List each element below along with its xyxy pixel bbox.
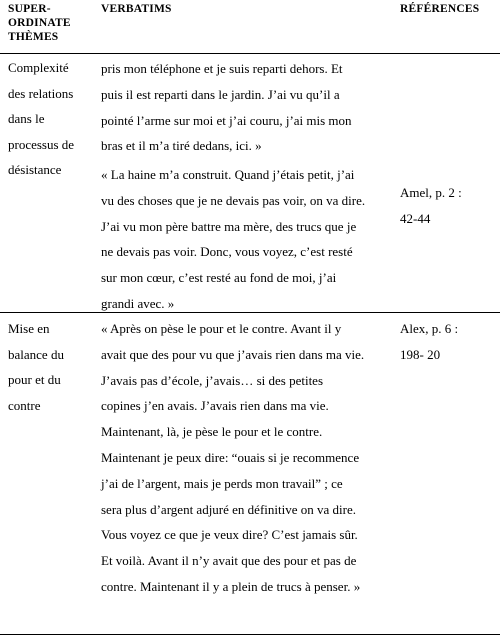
row-1-theme: Complexité des relations dans le processus de désistance bbox=[8, 60, 75, 177]
row-1-quote-1: pris mon téléphone et je suis reparti dehors. Et puis il est reparti dans le jardin. J’ai vu qu’il a pointé l’arme sur moi et j’ai couru, j’ai mis mon bras et il m’a tiré dedans, ici. » bbox=[101, 61, 352, 154]
bottom-rule bbox=[0, 634, 500, 635]
row-2-reference: Alex, p. 6 : 198- 20 bbox=[400, 321, 459, 362]
header-rule bbox=[0, 53, 500, 54]
row-rule bbox=[0, 312, 500, 313]
row-1-quote-2: « La haine m’a construit. Quand j’étais petit, j’ai vu des choses que je ne devais pas voir, on va dire. J’ai vu mon père battre ma mère, des trucs que je ne devais pas voir. Donc, vous voyez, c’est resté sur mon cœur, c’est resté au fond de moi, j’ai grandi avec. » bbox=[101, 167, 366, 311]
row-2-theme: Mise en balance du pour et du contre bbox=[8, 321, 64, 413]
row-1-reference: Amel, p. 2 : 42-44 bbox=[400, 185, 462, 226]
header-verbatim: VERBATIMS bbox=[101, 3, 172, 15]
header-references: RÉFÉRENCES bbox=[400, 3, 480, 15]
header-theme: SUPER- ORDINATE THÈMES bbox=[8, 3, 71, 43]
row-2-quote-1: « Après on pèse le pour et le contre. Avant il y avait que des pour vu que j’avais rien dans ma vie. J’avais pas d’école, j’avais… si des petites copines j’en avais. J’avais rien dans ma vie. Maintenant, là, je pèse le pour et le contre. Maintenant je peux dire: “ouais si je recommence j’ai de l’argent, mais je perds mon travail” ; ce sera plus d’argent adjuré en définitive on va dire. Vous voyez ce que je veux dire? C’est jamais sûr. Et voilà. Avant il n’y avait que des pour et pas de contre. Maintenant il y a plein de trucs à penser. » bbox=[101, 321, 365, 594]
